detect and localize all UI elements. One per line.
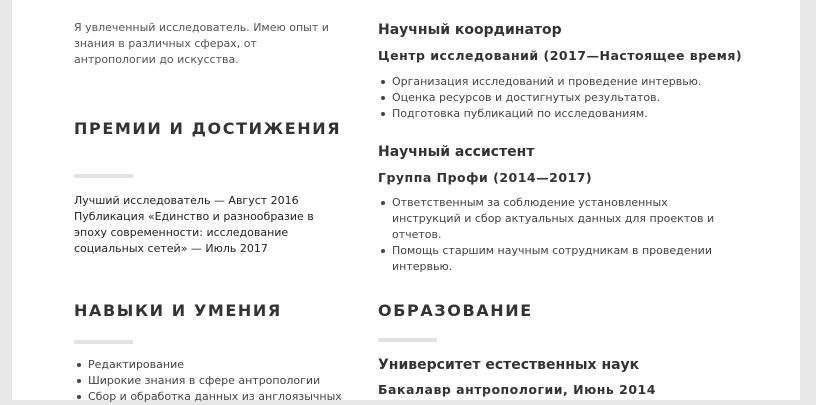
skill-item: Широкие знания в сфере антропологии — [74, 373, 354, 389]
skill-item: Редактирование — [74, 357, 354, 373]
job-duties-list — [378, 195, 738, 275]
awards-title: ПРЕМИИ И ДОСТИЖЕНИЯ — [74, 119, 342, 138]
education-title: ОБРАЗОВАНИЕ — [378, 301, 533, 320]
job-duty-item: Ответственным за соблюдение установленных инструкций и сбор актуальных данных для проектов и отчетов. — [378, 195, 738, 243]
job-duty-item: Помощь старшим научным сотрудникам в проведении интервью. — [378, 243, 738, 275]
awards-divider — [74, 174, 133, 178]
skill-item: Сбор и обработка данных из англоязычных — [74, 389, 354, 405]
job-duty-item: Подготовка публикаций по исследованиям. — [378, 106, 738, 122]
job-title: Научный ассистент — [378, 144, 535, 160]
skills-list — [74, 357, 354, 405]
job-title: Научный координатор — [378, 22, 562, 38]
skills-divider — [74, 340, 133, 344]
education-divider — [378, 338, 437, 342]
job-organization: Центр исследований (2017—Настоящее время) — [378, 48, 743, 63]
job-duties-list — [378, 74, 738, 122]
resume-page — [12, 0, 800, 403]
job-duty-item: Оценка ресурсов и достигнутых результатов. — [378, 90, 738, 106]
skills-title: НАВЫКИ И УМЕНИЯ — [74, 301, 282, 320]
award-item: Лучший исследователь — Август 2016 — [74, 194, 299, 207]
education-school: Университет естественных наук — [378, 357, 640, 373]
award-item: Публикация «Единство и разнообразие в эпоху современности: исследование социальных сетей» — Июль 2017 — [74, 210, 314, 255]
job-organization: Группа Профи (2014—2017) — [378, 170, 593, 185]
job-duty-item: Организация исследований и проведение интервью. — [378, 74, 738, 90]
intro-text: Я увлеченный исследователь. Имею опыт и знания в различных сферах, от антропологии до искусства. — [74, 21, 329, 66]
education-degree: Бакалавр антропологии, Июнь 2014 — [378, 382, 656, 397]
awards-list — [74, 193, 324, 257]
